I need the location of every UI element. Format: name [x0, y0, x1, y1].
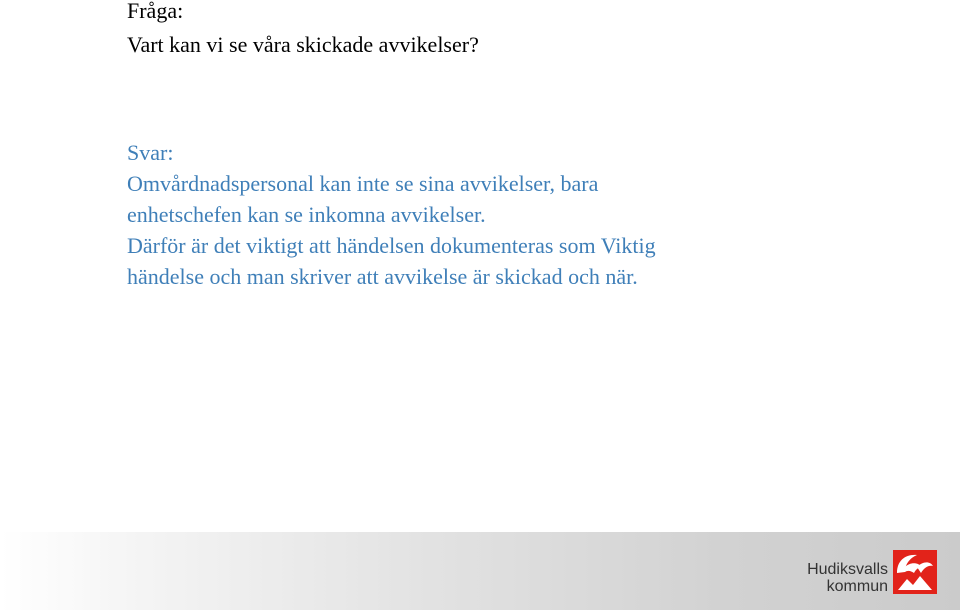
question-label: Fråga: [127, 0, 184, 23]
question-block [127, 0, 479, 62]
logo-wordmark [802, 561, 888, 595]
answer-label: Svar: [127, 140, 174, 165]
answer-line: enhetschefen kan se inkomna avvikelser. [127, 202, 486, 227]
logo-line-2: kommun [826, 578, 888, 595]
logo-line-1: Hudiksvalls [807, 561, 888, 578]
answer-line: Omvårdnadspersonal kan inte se sina avvikelser, bara [127, 171, 599, 196]
answer-line: händelse och man skriver att avvikelse är skickad och när. [127, 264, 638, 289]
answer-block [127, 137, 847, 292]
hudiksvalls-emblem-icon [893, 550, 937, 594]
answer-line: Därför är det viktigt att händelsen dokumenteras som Viktig [127, 233, 656, 258]
question-text: Vart kan vi se våra skickade avvikelser? [127, 32, 479, 57]
